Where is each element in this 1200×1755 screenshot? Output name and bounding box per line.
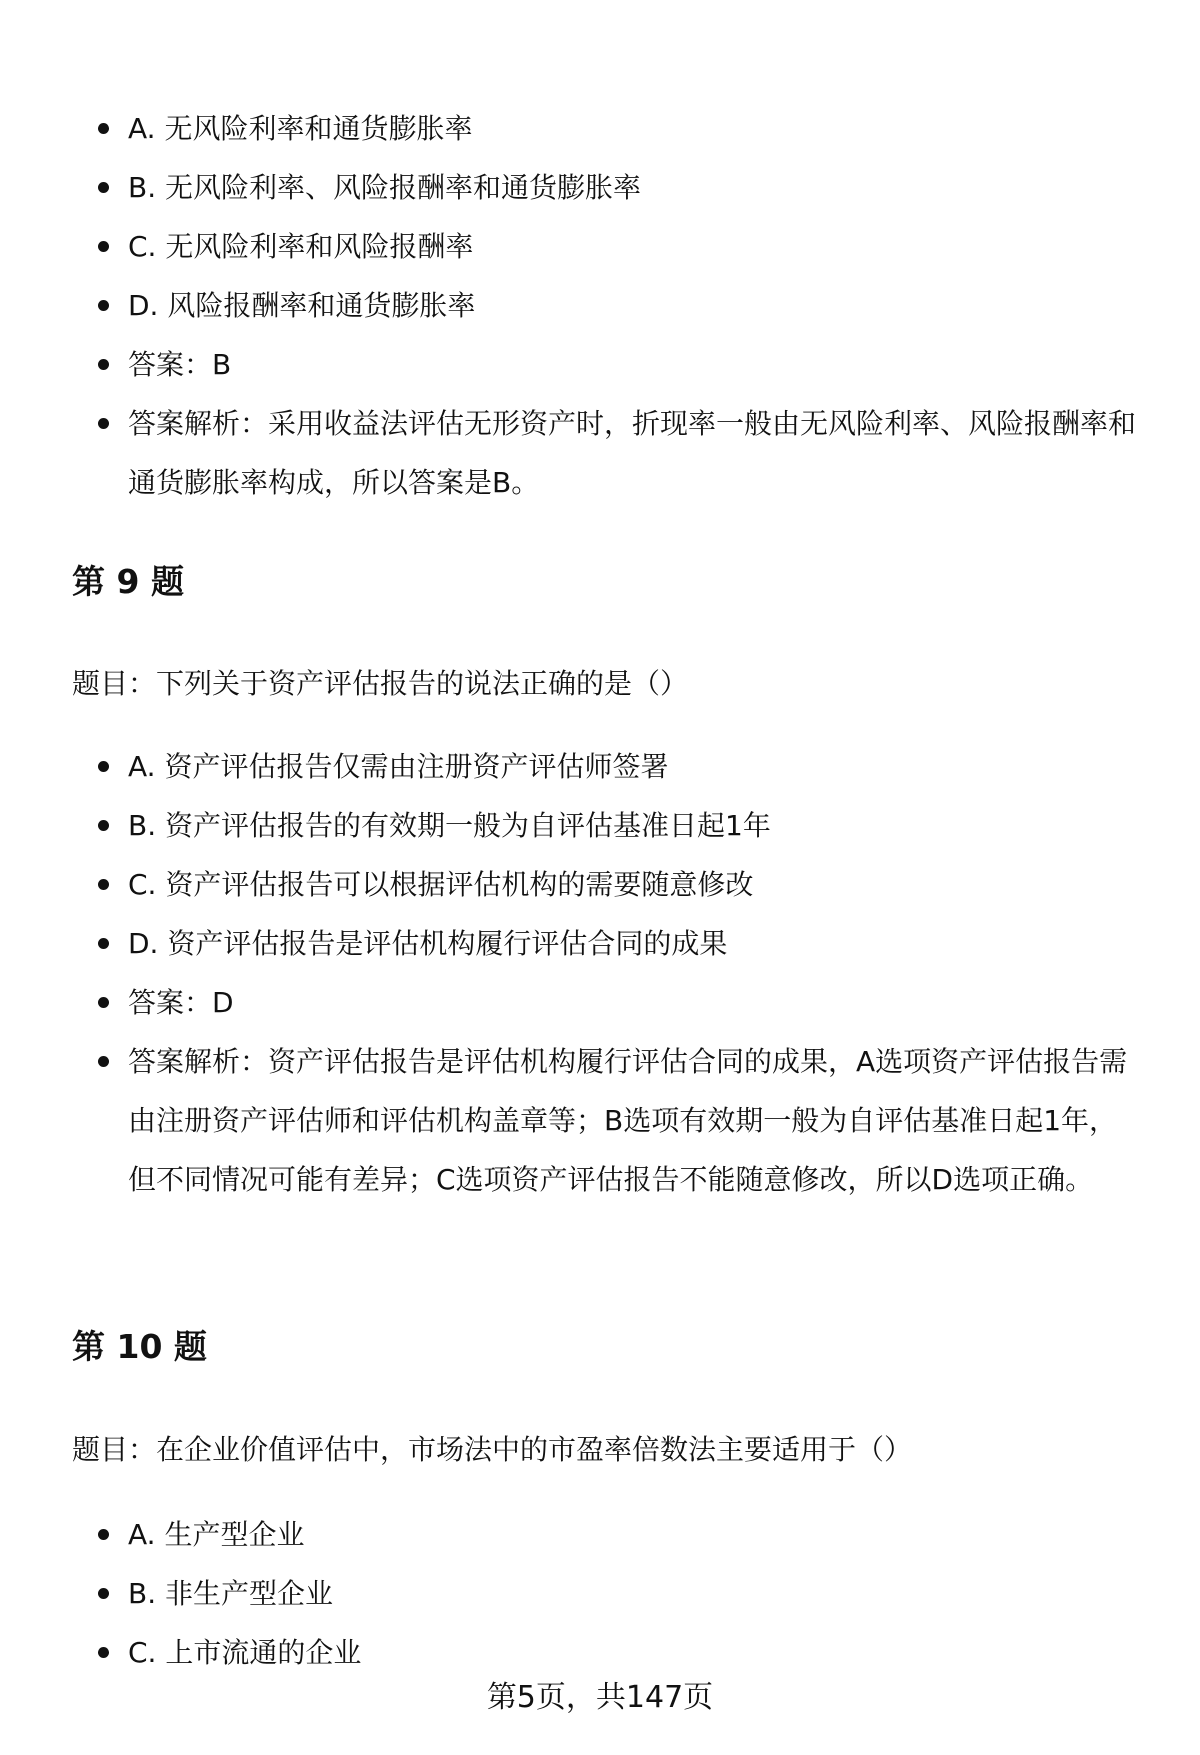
page-footer: 第5页，共147页 [486,1680,714,1715]
q8-option-d [0,276,1200,335]
q9-explanation [0,1032,1200,1209]
bullet-icon [98,1588,109,1599]
explanation-text: 答案解析：资产评估报告是评估机构履行评估合同的成果，A选项资产评估报告需由注册资产评估师和评估机构盖章等；B选项有效期一般为自评估基准日起1年，但不同情况可能有差异；C选项资产评估报告不能随意修改，所以D选项正确。 [128,1045,1128,1196]
q10-option-a [0,1505,1200,1564]
bullet-icon [98,1056,109,1067]
bullet-icon [98,879,109,890]
bullet-icon [98,418,109,429]
bullet-icon [98,1529,109,1540]
option-text: A. 生产型企业 [128,1518,305,1551]
q9-options-block [0,737,1200,1209]
option-text: A. 资产评估报告仅需由注册资产评估师签署 [128,750,669,783]
q8-option-b [0,158,1200,217]
bullet-icon [98,359,109,370]
q9-stem: 题目：下列关于资产评估报告的说法正确的是（） [72,667,689,700]
option-text: D. 资产评估报告是评估机构履行评估合同的成果 [128,927,728,960]
q9-title: 第 9 题 [72,562,184,601]
q8-answer [0,335,1200,394]
option-text: D. 风险报酬率和通货膨胀率 [128,289,476,322]
bullet-icon [98,938,109,949]
q8-explanation [0,394,1200,512]
option-text: B. 非生产型企业 [128,1577,334,1610]
option-text: C. 无风险利率和风险报酬率 [128,230,474,263]
option-text: A. 无风险利率和通货膨胀率 [128,112,473,145]
option-text: B. 无风险利率、风险报酬率和通货膨胀率 [128,171,642,204]
bullet-icon [98,1647,109,1658]
q9-option-c [0,855,1200,914]
q9-option-list [0,737,1200,1209]
q9-option-a [0,737,1200,796]
option-text: C. 资产评估报告可以根据评估机构的需要随意修改 [128,868,754,901]
answer-text: 答案：D [128,986,234,1019]
bullet-icon [98,182,109,193]
q10-option-b [0,1564,1200,1623]
q10-title: 第 10 题 [72,1327,207,1366]
option-text: B. 资产评估报告的有效期一般为自评估基准日起1年 [128,809,771,842]
q8-options-block [0,99,1200,512]
q8-option-list [0,99,1200,512]
q9-option-b [0,796,1200,855]
bullet-icon [98,820,109,831]
bullet-icon [98,997,109,1008]
bullet-icon [98,123,109,134]
q9-answer [0,973,1200,1032]
q8-option-a [0,99,1200,158]
option-text: C. 上市流通的企业 [128,1636,362,1669]
q10-stem: 题目：在企业价值评估中，市场法中的市盈率倍数法主要适用于（） [72,1433,913,1466]
bullet-icon [98,241,109,252]
q10-option-list [0,1505,1200,1682]
q9-option-d [0,914,1200,973]
q10-options-block [0,1505,1200,1682]
bullet-icon [98,761,109,772]
answer-text: 答案：B [128,348,232,381]
q8-option-c [0,217,1200,276]
bullet-icon [98,300,109,311]
q10-option-c [0,1623,1200,1682]
explanation-text: 答案解析：采用收益法评估无形资产时，折现率一般由无风险利率、风险报酬率和通货膨胀率构成，所以答案是B。 [128,407,1137,499]
